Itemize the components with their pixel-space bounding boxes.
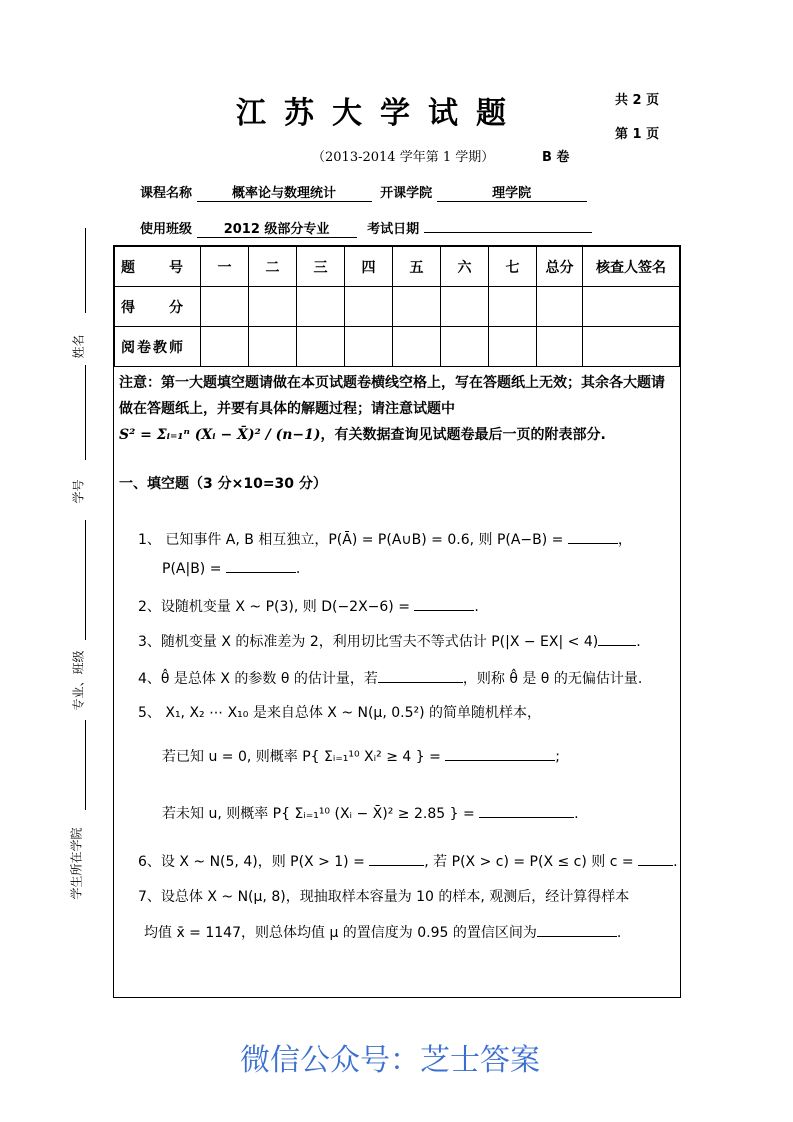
- side-label-class: 专业、班级: [71, 650, 86, 711]
- table-header: 一: [201, 247, 249, 287]
- score-cell[interactable]: [297, 287, 345, 327]
- row-label: 得 分: [115, 287, 201, 327]
- variance-formula: S² = Σᵢ₌₁ⁿ (Xᵢ − X̄)² / (n−1): [119, 427, 321, 443]
- question-text: 1、 已知事件 A, B 相互独立，P(Ā) = P(A∪B) = 0.6, 则 P(A−B) =: [138, 532, 564, 548]
- notice: [119, 370, 675, 448]
- question-1: 1、 已知事件 A, B 相互独立，P(Ā) = P(A∪B) = 0.6, 则 P(A−B) = ，: [138, 532, 632, 548]
- score-cell[interactable]: [345, 287, 393, 327]
- paper-version: B 卷: [542, 150, 570, 165]
- exam-title: 江苏大学试题: [236, 96, 524, 131]
- table-header: 七: [489, 247, 537, 287]
- question-7b: 均值 x̄ = 1147，则总体均值 μ 的置信度为 0.95 的置信区间为 .: [144, 925, 622, 941]
- score-cell[interactable]: [441, 287, 489, 327]
- question-text: 均值 x̄ = 1147，则总体均值 μ 的置信度为 0.95 的置信区间为: [144, 925, 537, 941]
- answer-blank[interactable]: [414, 598, 474, 611]
- grader-cell[interactable]: [345, 327, 393, 367]
- question-5a: 若已知 u = 0, 则概率 P{ Σᵢ₌₁¹⁰ Xᵢ² ≥ 4 } = ;: [162, 749, 560, 765]
- question-6: 6、设 X ~ N(5, 4)，则 P(X > 1) = , 若 P(X > c) = P(X ≤ c) 则 c = .: [138, 854, 678, 870]
- grader-cell[interactable]: [537, 327, 583, 367]
- score-cell[interactable]: [249, 287, 297, 327]
- course-label: 课程名称: [140, 186, 193, 201]
- answer-blank[interactable]: [638, 853, 673, 866]
- table-header-row: [115, 247, 680, 287]
- answer-blank[interactable]: [369, 853, 424, 866]
- answer-blank[interactable]: [445, 748, 555, 761]
- score-cell[interactable]: [537, 287, 583, 327]
- class-name: 2012 级部分专业: [197, 222, 357, 238]
- grader-cell[interactable]: [201, 327, 249, 367]
- current-page: 第 1 页: [615, 127, 660, 142]
- side-label-name: 姓名: [71, 334, 86, 359]
- table-header: 六: [441, 247, 489, 287]
- table-header: 二: [249, 247, 297, 287]
- notice-text: 注意：第一大题填空题请做在本页试题卷横线空格上，写在答题纸上无效；其余各大题请做在答题纸上，并要有具体的解题过程；请注意试题中: [119, 375, 665, 417]
- answer-blank[interactable]: [537, 924, 617, 937]
- question-1b: P(A|B) = .: [162, 561, 301, 577]
- binding-line: [85, 228, 86, 313]
- answer-blank[interactable]: [568, 531, 618, 544]
- question-text: , 若 P(X > c) = P(X ≤ c) 则 c =: [424, 854, 634, 870]
- total-pages: 共 2 页: [615, 93, 660, 108]
- exam-date: [424, 232, 592, 233]
- table-header: 总分: [537, 247, 583, 287]
- grader-cell[interactable]: [393, 327, 441, 367]
- score-cell[interactable]: [489, 287, 537, 327]
- exam-body: [113, 245, 681, 998]
- table-header: 五: [393, 247, 441, 287]
- table-row: [115, 327, 680, 367]
- question-text: 2、设随机变量 X ~ P(3), 则 D(−2X−6) =: [138, 599, 410, 615]
- question-text: 3、随机变量 X 的标准差为 2，利用切比雪夫不等式估计 P(|X − EX| < 4): [138, 634, 599, 650]
- notice-text-2: ，有关数据查询见试题卷最后一页的附表部分.: [320, 427, 606, 443]
- question-text: P(A|B) =: [162, 561, 222, 577]
- question-text: 4、θ̂ 是总体 X 的参数 θ 的估计量，若: [138, 671, 378, 687]
- question-text: ，则称 θ̂ 是 θ 的无偏估计量.: [462, 671, 643, 687]
- question-text: 若已知 u = 0, 则概率 P{ Σᵢ₌₁¹⁰ Xᵢ² ≥ 4 } =: [162, 749, 441, 765]
- score-cell[interactable]: [393, 287, 441, 327]
- grader-cell[interactable]: [583, 327, 680, 367]
- table-row: [115, 287, 680, 327]
- college-name: 理学院: [437, 186, 587, 202]
- question-5b: 若未知 u, 则概率 P{ Σᵢ₌₁¹⁰ (Xᵢ − X̄)² ≥ 2.85 } = .: [162, 806, 579, 822]
- table-header: 题 号: [115, 247, 201, 287]
- score-cell[interactable]: [583, 287, 680, 327]
- table-header: 三: [297, 247, 345, 287]
- row-label: 阅卷教师: [115, 327, 201, 367]
- date-label: 考试日期: [367, 222, 420, 237]
- grader-cell[interactable]: [489, 327, 537, 367]
- question-text: 若未知 u, 则概率 P{ Σᵢ₌₁¹⁰ (Xᵢ − X̄)² ≥ 2.85 } =: [162, 806, 475, 822]
- section-title: 一、填空题（3 分×10=30 分）: [119, 476, 327, 492]
- answer-blank[interactable]: [598, 633, 636, 646]
- answer-blank[interactable]: [378, 670, 463, 683]
- grader-cell[interactable]: [441, 327, 489, 367]
- binding-line: [85, 520, 86, 640]
- course-name: 概率论与数理统计: [197, 186, 372, 202]
- grader-cell[interactable]: [249, 327, 297, 367]
- question-5: 5、 X₁, X₂ ⋯ X₁₀ 是来自总体 X ~ N(μ, 0.5²) 的简单随机样本，: [138, 705, 542, 721]
- question-text: 6、设 X ~ N(5, 4)，则 P(X > 1) =: [138, 854, 365, 870]
- table-header: 核查人签名: [583, 247, 680, 287]
- answer-blank[interactable]: [226, 560, 296, 573]
- question-4: [138, 668, 642, 688]
- score-cell[interactable]: [201, 287, 249, 327]
- semester: （2013-2014 学年第 1 学期）: [312, 150, 495, 165]
- binding-line: [85, 365, 86, 460]
- college-label: 开课学院: [380, 186, 433, 201]
- binding-line: [85, 720, 86, 810]
- watermark: 微信公众号：芝士答案: [240, 1043, 540, 1078]
- grader-cell[interactable]: [297, 327, 345, 367]
- question-3: 3、随机变量 X 的标准差为 2，利用切比雪夫不等式估计 P(|X − EX| < 4) .: [138, 634, 641, 650]
- table-header: 四: [345, 247, 393, 287]
- question-7: 7、设总体 X ~ N(μ, 8)，现抽取样本容量为 10 的样本, 观测后，经计算得样本: [138, 889, 630, 905]
- question-2: 2、设随机变量 X ~ P(3), 则 D(−2X−6) = .: [138, 599, 479, 615]
- side-label-school: 学生所在学院: [69, 827, 84, 900]
- answer-blank[interactable]: [479, 805, 574, 818]
- side-label-id: 学号: [71, 479, 86, 504]
- class-label: 使用班级: [140, 222, 193, 237]
- score-table: [114, 246, 680, 367]
